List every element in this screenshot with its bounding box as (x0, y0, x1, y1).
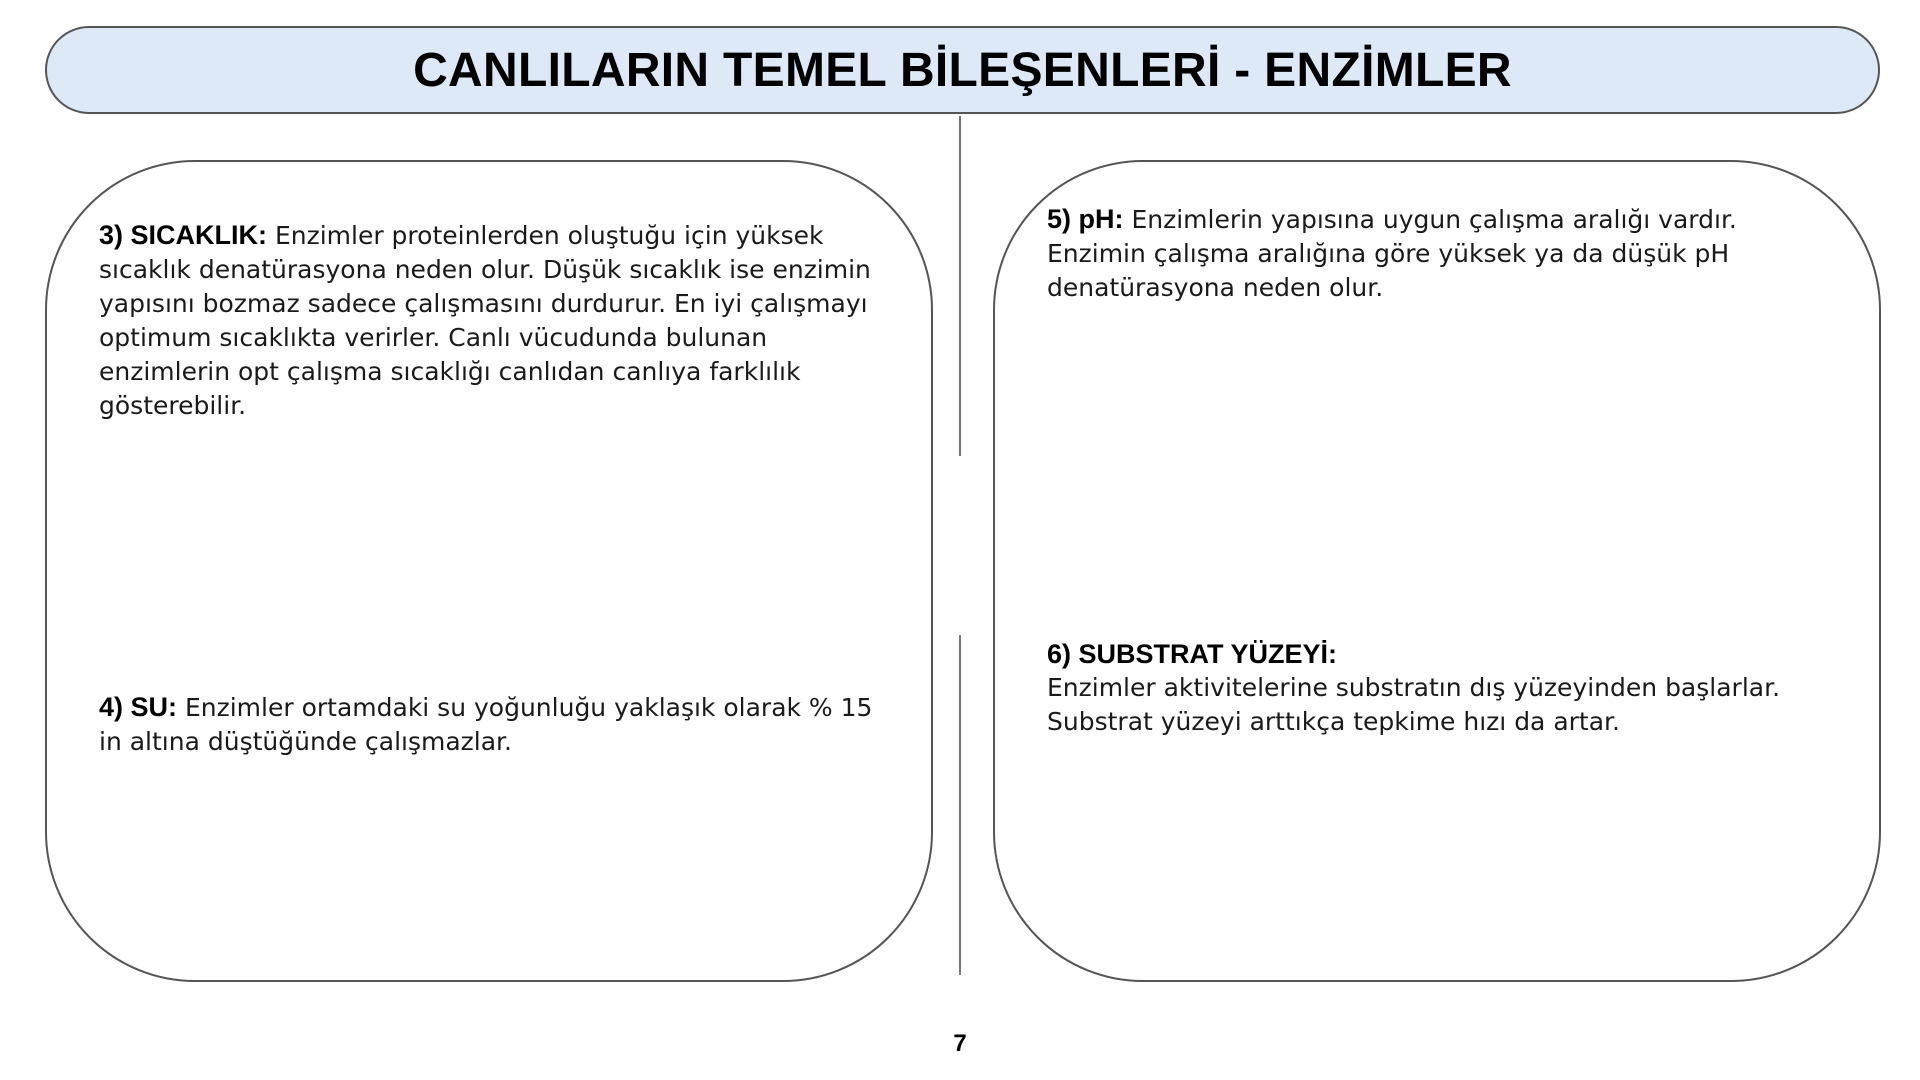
section-su (99, 690, 889, 759)
page-number: 7 (953, 1030, 967, 1057)
section-text: Enzimlerin yapısına uygun çalışma aralığı vardır. Enzimin çalışma aralığına göre yüksek ya da düşük pH denatürasyona neden olur. (1047, 205, 1737, 302)
title-banner (45, 26, 1880, 114)
section-text: Enzimler proteinlerden oluştuğu için yüksek sıcaklık denatürasyona neden olur. Düşük sıcaklık ise enzimin yapısını bozmaz sadece çalışmasını durdurur. En iyi çalışmayı optimum sıcaklıkta verirler. Canlı vücudunda bulunan enzimlerin opt çalışma sıcaklığı canlıdan canlıya farklılık gösterebilir. (99, 221, 871, 420)
page-title: CANLILARIN TEMEL BİLEŞENLERİ - ENZİMLER (413, 43, 1512, 97)
center-divider-top (959, 116, 961, 456)
section-heading: 3) SICAKLIK: (99, 220, 267, 250)
section-heading: 5) pH: (1047, 204, 1124, 234)
section-heading: 4) SU: (99, 692, 178, 722)
section-substrat (1047, 637, 1837, 739)
section-heading: 6) SUBSTRAT YÜZEYİ: (1047, 639, 1338, 669)
left-panel (45, 160, 933, 982)
section-text: Enzimler aktivitelerine substratın dış yüzeyinden başlarlar. Substrat yüzeyi arttıkça tepkime hızı da artar. (1047, 673, 1781, 736)
section-sicaklik (99, 218, 889, 423)
section-text: Enzimler ortamdaki su yoğunluğu yaklaşık olarak % 15 in altına düştüğünde çalışmazlar. (99, 693, 873, 756)
center-divider-bottom (959, 635, 961, 975)
right-panel (993, 160, 1881, 982)
section-ph (1047, 202, 1837, 305)
